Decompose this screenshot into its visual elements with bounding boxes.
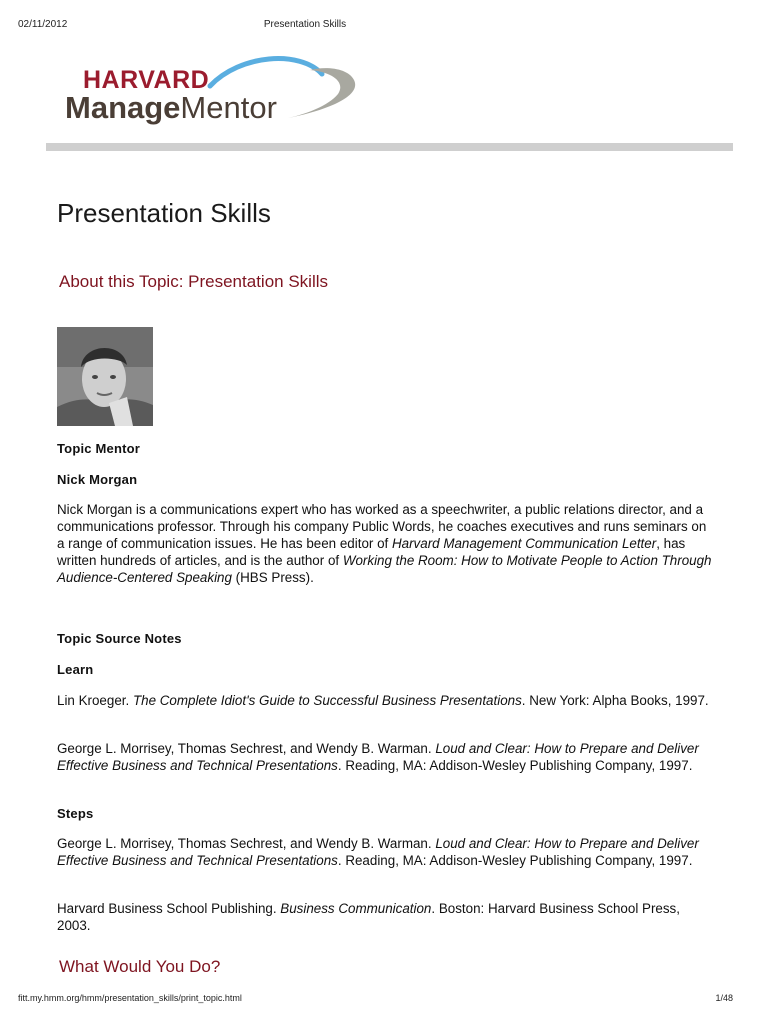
learn-ref-1: [57, 692, 717, 709]
text-segment: Nick Morgan is a communications expert who has worked as a speechwriter, a public relations director, and a communications professor. Through his company Public Words, he coaches executives and runs seminars on a range of communication issues. He has been editor of: [57, 502, 707, 551]
text-segment: . Reading, MA: Addison-Wesley Publishing Company, 1997.: [337, 758, 693, 773]
text-segment: . Reading, MA: Addison-Wesley Publishing Company, 1997.: [337, 853, 693, 868]
steps-ref-1: [57, 835, 717, 869]
text-segment: Lin Kroeger.: [57, 693, 133, 708]
logo-mentor: Mentor: [180, 90, 277, 125]
text-segment: George L. Morrisey, Thomas Sechrest, and Wendy B. Warman.: [57, 836, 436, 851]
italic-title-text: Loud and Clear: How to Prepare and Deliver Effective Business and Technical Presentations: [57, 741, 699, 773]
source-notes-label: Topic Source Notes: [57, 631, 182, 646]
learn-ref-2: [57, 740, 717, 774]
logo-harvard: HARVARD: [83, 66, 210, 94]
print-title: Presentation Skills: [263, 19, 347, 30]
harvard-managementor-logo: [60, 52, 360, 132]
learn-label: Learn: [57, 662, 94, 677]
mentor-name: Nick Morgan: [57, 472, 138, 487]
italic-title-text: Harvard Management Communication Letter: [391, 536, 657, 551]
logo-managementor: [65, 90, 277, 126]
print-url: fitt.my.hmm.org/hmm/presentation_skills/print_topic.html: [18, 993, 242, 1003]
text-segment: , has written hundreds of articles, and is the author of: [57, 536, 686, 568]
page-title: Presentation Skills: [57, 198, 271, 228]
text-segment: . New York: Alpha Books, 1997.: [521, 693, 709, 708]
steps-label: Steps: [57, 806, 94, 821]
page-number: 1/48: [715, 993, 733, 1003]
mentor-portrait-icon: [57, 327, 153, 426]
italic-title-text: Working the Room: How to Motivate People to Action Through Audience-Centered Speaking: [57, 553, 712, 585]
text-segment: George L. Morrisey, Thomas Sechrest, and Wendy B. Warman.: [57, 741, 436, 756]
steps-ref-2: [57, 900, 717, 934]
mentor-bio: [57, 501, 717, 586]
text-segment: Harvard Business School Publishing.: [57, 901, 281, 916]
about-topic-heading: About this Topic: Presentation Skills: [59, 272, 328, 291]
what-would-you-do-heading: What Would You Do?: [59, 957, 221, 976]
italic-title-text: The Complete Idiot's Guide to Successful Business Presentations: [132, 693, 522, 708]
text-segment: . Boston: Harvard Business School Press, 2003.: [57, 901, 680, 933]
text-segment: (HBS Press).: [231, 570, 314, 585]
header-divider: [46, 143, 733, 151]
italic-title-text: Business Communication: [280, 901, 432, 916]
logo-manage: Manage: [65, 90, 181, 125]
print-date: 02/11/2012: [18, 19, 68, 30]
topic-mentor-label: Topic Mentor: [57, 441, 141, 456]
italic-title-text: Loud and Clear: How to Prepare and Deliver Effective Business and Technical Presentations: [57, 836, 699, 868]
mentor-photo: [57, 327, 153, 426]
